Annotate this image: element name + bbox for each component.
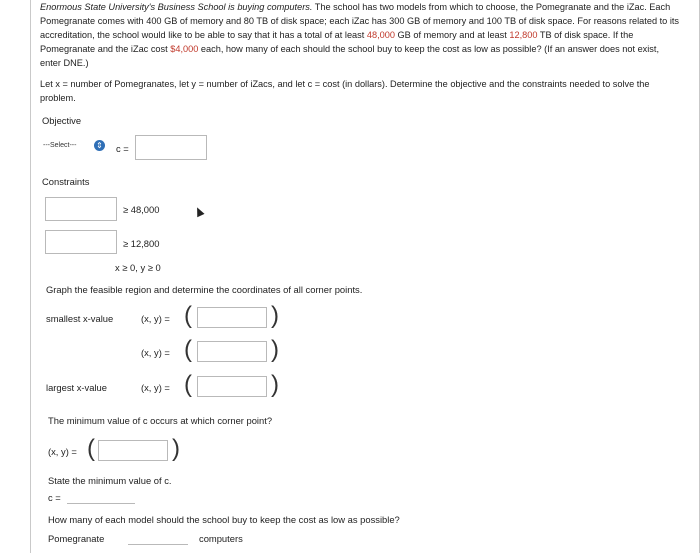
- minimum-c-label: c =: [48, 492, 61, 503]
- corner-3-right-paren: ): [271, 371, 279, 398]
- final-question: How many of each model should the school buy to keep the cost as low as possible?: [48, 514, 400, 525]
- minimum-point-input[interactable]: [98, 440, 168, 461]
- objective-input[interactable]: [135, 135, 207, 160]
- corner-3-left-paren: (: [184, 371, 192, 398]
- corner-1-right-paren: ): [271, 302, 279, 329]
- minimum-point-question: The minimum value of c occurs at which corner point?: [48, 415, 273, 426]
- corner-2-left-paren: (: [184, 336, 192, 363]
- problem-intro-italic: Enormous State University's Business School is buying computers.: [40, 2, 313, 12]
- corner-3-input[interactable]: [197, 376, 267, 397]
- problem-panel: [30, 0, 700, 553]
- mouse-cursor-icon: [193, 206, 204, 218]
- pomegranate-count-input[interactable]: [128, 530, 188, 545]
- minimum-c-input[interactable]: [67, 489, 135, 504]
- corner-2-xy-label: (x, y) =: [141, 347, 170, 358]
- variable-definitions: Let x = number of Pomegranates, let y = number of iZacs, and let c = cost (in dollars). Determine the objective and the constraints needed to solve the problem.: [40, 79, 650, 103]
- smallest-x-label: smallest x-value: [46, 313, 114, 324]
- constraint-2-input[interactable]: [45, 230, 117, 254]
- problem-text-4: each, how many of each should the school buy to keep the cost as low as possible? (If an answer does not exist, enter DNE.): [40, 44, 660, 68]
- select-chevron-icon[interactable]: ⇕: [94, 140, 105, 151]
- computers-label: computers: [199, 533, 243, 544]
- pomegranate-label: Pomegranate: [48, 533, 105, 544]
- corner-1-input[interactable]: [197, 307, 267, 328]
- graph-instruction: Graph the feasible region and determine the coordinates of all corner points.: [46, 284, 363, 295]
- constraint-1-input[interactable]: [45, 197, 117, 221]
- corner-2-right-paren: ): [271, 336, 279, 363]
- constraint-1-rhs: ≥ 48,000: [123, 204, 160, 215]
- state-minimum-label: State the minimum value of c.: [48, 475, 172, 486]
- corner-1-left-paren: (: [184, 302, 192, 329]
- objective-heading: Objective: [42, 115, 82, 126]
- minimum-xy-label: (x, y) =: [48, 446, 77, 457]
- disk-total-value: 12,800: [509, 30, 538, 40]
- minimum-right-paren: ): [172, 435, 180, 462]
- objective-select[interactable]: ---Select---: [43, 142, 77, 149]
- minimum-left-paren: (: [87, 435, 95, 462]
- problem-text-3: TB of disk space. If the Pomegranate and the iZac cost: [40, 30, 634, 54]
- problem-statement: [40, 0, 680, 70]
- corner-2-input[interactable]: [197, 341, 267, 362]
- nonnegativity-constraint: x ≥ 0, y ≥ 0: [115, 262, 161, 273]
- memory-total-value: 48,000: [366, 30, 395, 40]
- problem-text-1: The school has two models from which to choose, the Pomegranate and the iZac. Each Pomegranate comes with 400 GB of memory and 80 TB of disk space; each iZac has 300 GB of memory and 100 TB of disk space. For reasons related to its accreditation, the school would like to be able to say that it has a total of at least: [40, 2, 680, 40]
- largest-x-label: largest x-value: [46, 382, 107, 393]
- constraint-2-rhs: ≥ 12,800: [123, 238, 160, 249]
- problem-text-2: GB of memory and at least: [394, 30, 510, 40]
- constraints-heading: Constraints: [42, 176, 90, 187]
- objective-c-label: c =: [116, 143, 129, 154]
- cost-each-value: $4,000: [170, 44, 199, 54]
- corner-3-xy-label: (x, y) =: [141, 382, 170, 393]
- corner-1-xy-label: (x, y) =: [141, 313, 170, 324]
